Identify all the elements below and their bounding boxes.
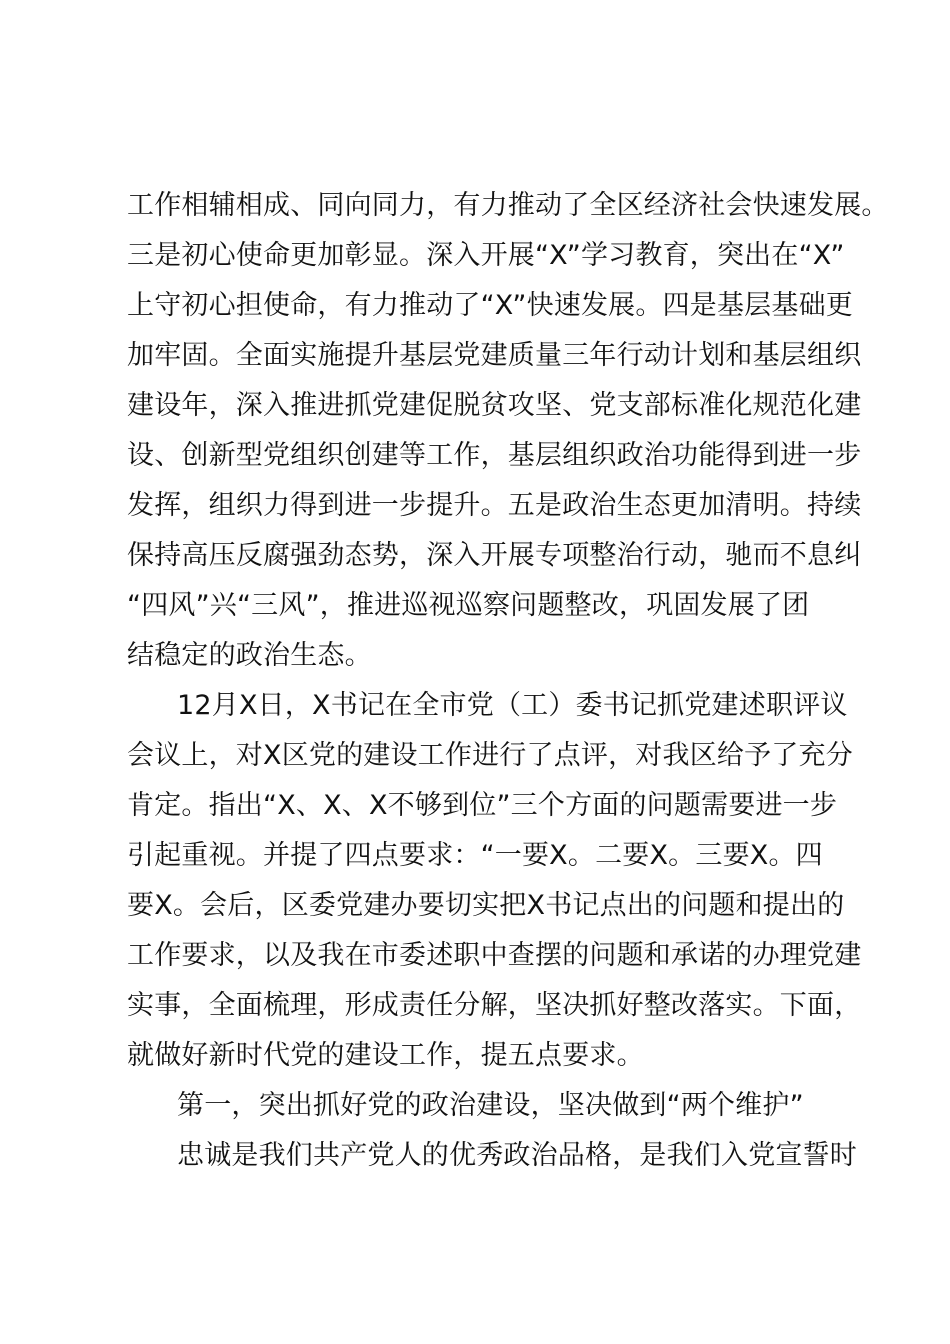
- text-line-17: 实事，全面梳理，形成责任分解，坚决抓好整改落实。下面，: [127, 990, 862, 1021]
- text-line-11: 12月X日，X书记在全市党（工）委书记抓党建述职评议: [177, 690, 848, 721]
- text-line-8: 保持高压反腐强劲态势，深入开展专项整治行动，驰而不息纠: [127, 540, 862, 571]
- text-line-6: 设、创新型党组织创建等工作，基层组织政治功能得到进一步: [127, 440, 862, 471]
- text-line-12: 会议上，对X区党的建设工作进行了点评，对我区给予了充分: [127, 740, 853, 771]
- text-line-4: 加牢固。全面实施提升基层党建质量三年行动计划和基层组织: [127, 340, 862, 371]
- text-line-3: 上守初心担使命，有力推动了“X”快速发展。四是基层基础更: [127, 290, 853, 321]
- text-line-16: 工作要求，以及我在市委述职中查摆的问题和承诺的办理党建: [127, 940, 862, 971]
- text-line-14: 引起重视。并提了四点要求：“一要X。二要X。三要X。四: [127, 840, 823, 871]
- text-line-10: 结稳定的政治生态。: [127, 640, 372, 671]
- text-line-5: 建设年，深入推进抓党建促脱贫攻坚、党支部标准化规范化建: [127, 390, 862, 421]
- text-line-9: “四风”兴“三风”，推进巡视巡察问题整改，巩固发展了团: [127, 590, 810, 621]
- text-line-2: 三是初心使命更加彰显。深入开展“X”学习教育，突出在“X”: [127, 240, 845, 271]
- text-line-18: 就做好新时代党的建设工作，提五点要求。: [127, 1040, 644, 1071]
- section-heading: 第一，突出抓好党的政治建设，坚决做到“两个维护”: [177, 1090, 804, 1121]
- text-line-15: 要X。会后，区委党建办要切实把X书记点出的问题和提出的: [127, 890, 845, 921]
- text-line-1: 工作相辅相成、同向同力，有力推动了全区经济社会快速发展。: [127, 190, 889, 221]
- text-line-20: 忠诚是我们共产党人的优秀政治品格，是我们入党宣誓时: [177, 1140, 857, 1171]
- text-line-7: 发挥，组织力得到进一步提升。五是政治生态更加清明。持续: [127, 490, 862, 521]
- text-line-13: 肯定。指出“X、X、X不够到位”三个方面的问题需要进一步: [127, 790, 838, 821]
